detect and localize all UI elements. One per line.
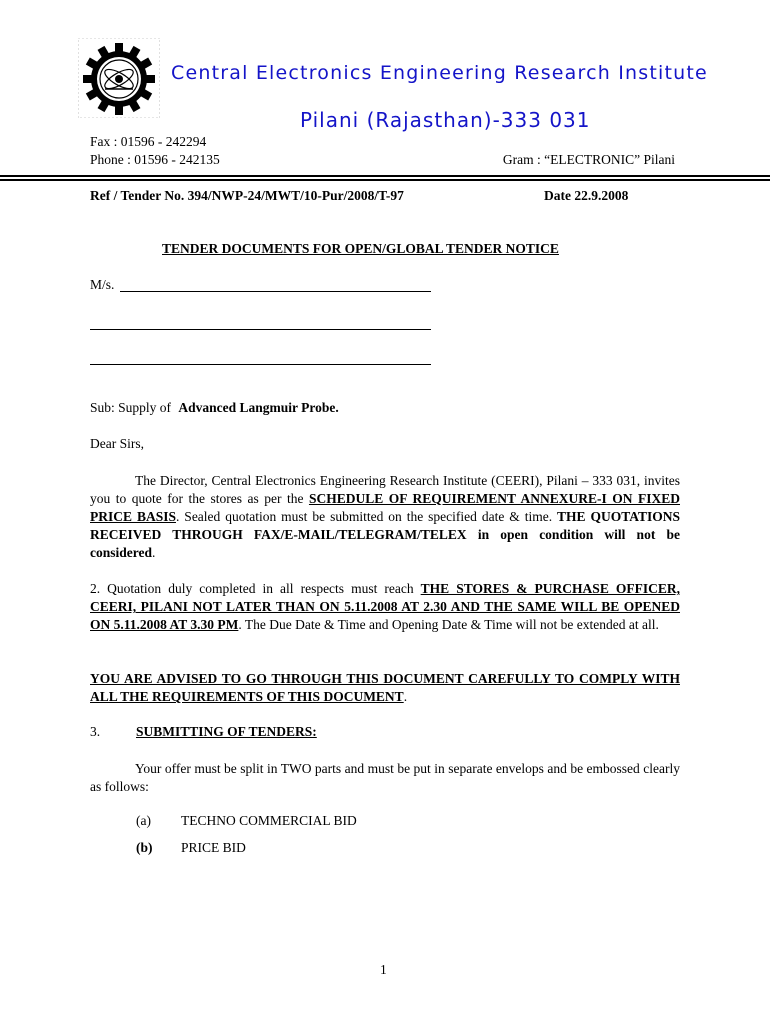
document-title: TENDER DOCUMENTS FOR OPEN/GLOBAL TENDER NOTICE [162,241,559,256]
paragraph-invitation [90,472,680,562]
advice-end: . [403,689,408,704]
paragraph-submission [90,580,680,634]
para2-text-3: . The Due Date & Time and Opening Date & Time will not be extended at all. [238,617,659,632]
para2-text-1: 2. Quotation duly completed in all respects must reach [90,581,421,596]
bid-item-a-marker: (a) [136,813,151,828]
header-divider-bottom [0,179,770,181]
header-divider-top [0,175,770,177]
phone-number: Phone : 01596 - 242135 [90,152,220,167]
addressee-line-3 [90,363,431,365]
addressee-line-1 [120,291,431,292]
para1-text-3: . Sealed quotation must be submitted on the specified date & time. [175,509,558,524]
subject-line [90,400,339,416]
bid-item-b-label: PRICE BID [181,840,246,855]
advice-note [90,670,680,706]
addressee-line-2 [90,328,431,330]
ceeri-logo [78,38,160,118]
page-number: 1 [380,962,387,977]
salutation: Dear Sirs, [90,436,144,451]
advice-text: YOU ARE ADVISED TO GO THROUGH THIS DOCUMENT CAREFULLY TO COMPLY WITH ALL THE REQUIREMENTS OF THIS DOCUMENT [90,671,680,704]
subject-prefix: Sub: Supply of [90,400,172,415]
tender-reference: Ref / Tender No. 394/NWP-24/MWT/10-Pur/2008/T-97 [90,188,404,203]
para1-text-1: The Director, Central Electronics Engineering Research Institute (CEERI), Pilani – 333 031, invites you to quote for the stores as per the [90,473,680,506]
institute-name: Central Electronics Engineering Research Institute [171,62,708,84]
addressee-label: M/s. [90,277,115,292]
section-3-number: 3. [90,724,101,739]
subject-item: Advanced Langmuir Probe. [178,400,339,415]
bid-item-b-marker: (b) [136,840,153,855]
bid-item-a-label: TECHNO COMMERCIAL BID [181,813,357,828]
gram-address: Gram : “ELECTRONIC” Pilani [502,152,675,167]
section-3-body: Your offer must be split in TWO parts and must be put in separate envelops and be embossed clearly as follows: [90,761,680,794]
schedule-of-requirement: SCHEDULE OF REQUIREMENT ANNEXURE-I ON FIXED PRICE BASIS [90,491,680,524]
quotation-rejection-note: THE QUOTATIONS RECEIVED THROUGH FAX/E-MAIL/TELEGRAM/TELEX in open condition will not be considered [90,509,680,560]
tender-date: Date 22.9.2008 [544,188,629,203]
fax-number: Fax : 01596 - 242294 [90,134,207,149]
submission-deadline: THE STORES & PURCHASE OFFICER, CEERI, PILANI NOT LATER THAN ON 5.11.2008 AT 2.30 AND THE SAME WILL BE OPENED ON 5.11.2008 AT 3.30 PM [90,581,680,632]
section-3-heading: SUBMITTING OF TENDERS: [136,724,317,739]
para1-text-5: . [152,545,156,560]
institute-address: Pilani (Rajasthan)-333 031 [300,108,591,132]
